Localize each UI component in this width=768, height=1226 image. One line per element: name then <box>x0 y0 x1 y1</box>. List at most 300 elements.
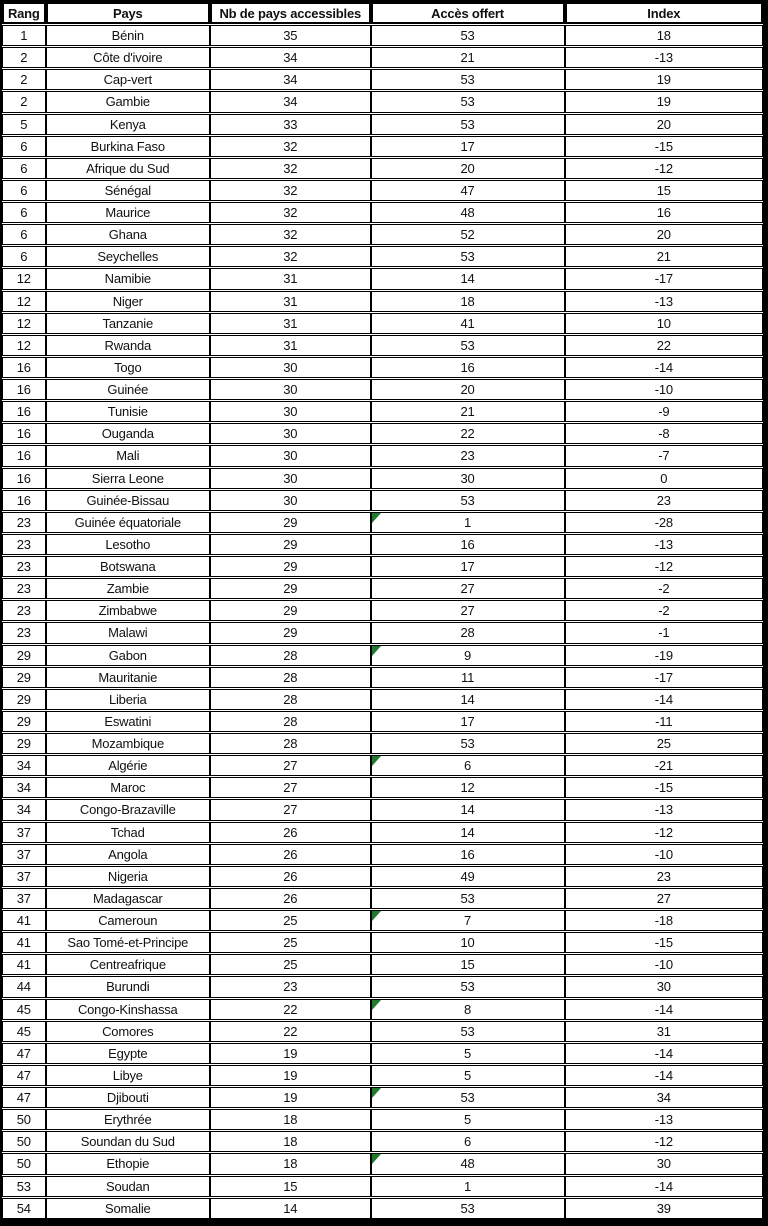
cell-pays[interactable]: Tanzanie <box>46 313 210 334</box>
cell-rang[interactable]: 6 <box>2 224 46 245</box>
cell-nb-pays-accessibles[interactable]: 19 <box>210 1087 371 1108</box>
cell-pays[interactable]: Tchad <box>46 822 210 843</box>
cell-rang[interactable]: 16 <box>2 401 46 422</box>
cell-nb-pays-accessibles[interactable]: 15 <box>210 1176 371 1197</box>
cell-pays[interactable]: Malawi <box>46 622 210 643</box>
country-access-table <box>2 2 763 1219</box>
cell-index[interactable]: -15 <box>565 932 763 953</box>
cell-acces-offert[interactable]: 17 <box>371 136 565 157</box>
cell-pays[interactable]: Comores <box>46 1021 210 1042</box>
cell-nb-pays-accessibles[interactable]: 29 <box>210 600 371 621</box>
table-row <box>2 932 763 953</box>
cell-index[interactable]: 23 <box>565 866 763 887</box>
cell-pays[interactable]: Namibie <box>46 268 210 289</box>
cell-nb-pays-accessibles[interactable]: 31 <box>210 268 371 289</box>
cell-nb-pays-accessibles[interactable]: 33 <box>210 114 371 135</box>
cell-index[interactable]: -12 <box>565 822 763 843</box>
cell-acces-offert[interactable]: 5 <box>371 1109 565 1130</box>
cell-index[interactable]: 10 <box>565 313 763 334</box>
cell-nb-pays-accessibles[interactable]: 22 <box>210 999 371 1020</box>
cell-acces-offert[interactable] <box>371 755 565 776</box>
cell-rang[interactable]: 6 <box>2 246 46 267</box>
cell-index[interactable]: -15 <box>565 777 763 798</box>
cell-index[interactable]: 19 <box>565 69 763 90</box>
cell-pays[interactable]: Zambie <box>46 578 210 599</box>
cell-rang[interactable]: 23 <box>2 512 46 533</box>
cell-acces-offert[interactable]: 53 <box>371 888 565 909</box>
cell-nb-pays-accessibles[interactable]: 22 <box>210 1021 371 1042</box>
cell-nb-pays-accessibles[interactable]: 30 <box>210 468 371 489</box>
cell-pays[interactable]: Lesotho <box>46 534 210 555</box>
cell-rang[interactable]: 1 <box>2 25 46 46</box>
cell-rang[interactable]: 29 <box>2 689 46 710</box>
cell-index[interactable]: -8 <box>565 423 763 444</box>
cell-index[interactable]: 21 <box>565 246 763 267</box>
cell-pays[interactable]: Seychelles <box>46 246 210 267</box>
cell-rang[interactable]: 34 <box>2 777 46 798</box>
cell-acces-offert[interactable]: 52 <box>371 224 565 245</box>
cell-acces-offert[interactable]: 12 <box>371 777 565 798</box>
cell-pays[interactable]: Nigeria <box>46 866 210 887</box>
cell-nb-pays-accessibles[interactable]: 26 <box>210 888 371 909</box>
cell-rang[interactable]: 29 <box>2 733 46 754</box>
cell-rang[interactable]: 23 <box>2 600 46 621</box>
cell-nb-pays-accessibles[interactable]: 29 <box>210 578 371 599</box>
cell-nb-pays-accessibles[interactable]: 34 <box>210 91 371 112</box>
cell-value: 8 <box>464 1001 472 1017</box>
cell-rang[interactable]: 37 <box>2 844 46 865</box>
cell-rang[interactable]: 29 <box>2 667 46 688</box>
cell-value: 48 <box>460 1156 475 1172</box>
cell-index[interactable]: 30 <box>565 1153 763 1174</box>
cell-pays[interactable]: Egypte <box>46 1043 210 1064</box>
cell-acces-offert[interactable] <box>371 999 565 1020</box>
cell-acces-offert[interactable]: 6 <box>371 1131 565 1152</box>
cell-rang[interactable]: 47 <box>2 1043 46 1064</box>
cell-index[interactable]: 15 <box>565 180 763 201</box>
table-row <box>2 91 763 112</box>
cell-pays[interactable]: Sao Tomé-et-Principe <box>46 932 210 953</box>
cell-rang[interactable]: 12 <box>2 268 46 289</box>
cell-index[interactable]: -19 <box>565 645 763 666</box>
cell-index[interactable]: -11 <box>565 711 763 732</box>
cell-index[interactable]: -13 <box>565 1109 763 1130</box>
cell-index[interactable]: -13 <box>565 291 763 312</box>
table-row <box>2 667 763 688</box>
cell-acces-offert[interactable]: 17 <box>371 711 565 732</box>
cell-acces-offert[interactable]: 53 <box>371 733 565 754</box>
cell-rang[interactable]: 2 <box>2 47 46 68</box>
cell-pays[interactable]: Burkina Faso <box>46 136 210 157</box>
cell-pays[interactable]: Rwanda <box>46 335 210 356</box>
cell-index[interactable]: -7 <box>565 445 763 466</box>
cell-nb-pays-accessibles[interactable]: 30 <box>210 379 371 400</box>
cell-nb-pays-accessibles[interactable]: 34 <box>210 47 371 68</box>
cell-nb-pays-accessibles[interactable]: 28 <box>210 689 371 710</box>
cell-nb-pays-accessibles[interactable]: 18 <box>210 1153 371 1174</box>
cell-nb-pays-accessibles[interactable]: 34 <box>210 69 371 90</box>
table-row <box>2 357 763 378</box>
table-row <box>2 999 763 1020</box>
cell-rang[interactable]: 41 <box>2 932 46 953</box>
cell-rang[interactable]: 23 <box>2 556 46 577</box>
cell-pays[interactable]: Djibouti <box>46 1087 210 1108</box>
cell-rang[interactable]: 23 <box>2 578 46 599</box>
cell-nb-pays-accessibles[interactable]: 25 <box>210 954 371 975</box>
cell-pays[interactable]: Ghana <box>46 224 210 245</box>
cell-nb-pays-accessibles[interactable]: 29 <box>210 512 371 533</box>
cell-acces-offert[interactable]: 53 <box>371 114 565 135</box>
cell-nb-pays-accessibles[interactable]: 28 <box>210 711 371 732</box>
cell-rang[interactable]: 37 <box>2 888 46 909</box>
cell-pays[interactable]: Sierra Leone <box>46 468 210 489</box>
cell-pays[interactable]: Maroc <box>46 777 210 798</box>
cell-acces-offert[interactable]: 14 <box>371 268 565 289</box>
table-row <box>2 556 763 577</box>
cell-nb-pays-accessibles[interactable]: 19 <box>210 1065 371 1086</box>
cell-pays[interactable]: Gabon <box>46 645 210 666</box>
cell-index[interactable]: -1 <box>565 622 763 643</box>
cell-index[interactable]: 16 <box>565 202 763 223</box>
cell-index[interactable]: -14 <box>565 357 763 378</box>
cell-acces-offert[interactable]: 1 <box>371 1176 565 1197</box>
cell-acces-offert[interactable] <box>371 1153 565 1174</box>
cell-index[interactable]: -28 <box>565 512 763 533</box>
cell-acces-offert[interactable]: 14 <box>371 822 565 843</box>
cell-index[interactable]: -13 <box>565 534 763 555</box>
cell-rang[interactable]: 23 <box>2 534 46 555</box>
cell-index[interactable]: 31 <box>565 1021 763 1042</box>
cell-index[interactable]: 19 <box>565 91 763 112</box>
table-row <box>2 888 763 909</box>
cell-rang[interactable]: 44 <box>2 976 46 997</box>
table-row <box>2 799 763 820</box>
cell-acces-offert[interactable]: 10 <box>371 932 565 953</box>
cell-acces-offert[interactable]: 22 <box>371 423 565 444</box>
cell-rang[interactable]: 6 <box>2 136 46 157</box>
cell-nb-pays-accessibles[interactable]: 30 <box>210 423 371 444</box>
cell-acces-offert[interactable]: 11 <box>371 667 565 688</box>
cell-value: 1 <box>464 514 472 530</box>
column-header-index[interactable]: Index <box>565 2 763 24</box>
table-row <box>2 180 763 201</box>
cell-acces-offert[interactable]: 53 <box>371 1198 565 1219</box>
cell-note-flag-icon <box>372 646 381 656</box>
cell-acces-offert[interactable]: 47 <box>371 180 565 201</box>
cell-nb-pays-accessibles[interactable]: 28 <box>210 645 371 666</box>
cell-index[interactable]: -12 <box>565 158 763 179</box>
cell-index[interactable]: -17 <box>565 268 763 289</box>
cell-rang[interactable]: 47 <box>2 1087 46 1108</box>
cell-pays[interactable]: Cameroun <box>46 910 210 931</box>
cell-rang[interactable]: 53 <box>2 1176 46 1197</box>
table-body <box>2 25 763 1219</box>
cell-rang[interactable]: 2 <box>2 69 46 90</box>
cell-rang[interactable]: 50 <box>2 1131 46 1152</box>
cell-acces-offert[interactable]: 20 <box>371 158 565 179</box>
cell-pays[interactable]: Cap-vert <box>46 69 210 90</box>
cell-nb-pays-accessibles[interactable]: 31 <box>210 335 371 356</box>
cell-pays[interactable]: Centreafrique <box>46 954 210 975</box>
cell-index[interactable]: 39 <box>565 1198 763 1219</box>
cell-rang[interactable]: 41 <box>2 954 46 975</box>
cell-acces-offert[interactable] <box>371 910 565 931</box>
cell-pays[interactable]: Guinée <box>46 379 210 400</box>
cell-index[interactable]: -14 <box>565 1043 763 1064</box>
cell-acces-offert[interactable]: 53 <box>371 91 565 112</box>
cell-nb-pays-accessibles[interactable]: 30 <box>210 490 371 511</box>
cell-nb-pays-accessibles[interactable]: 31 <box>210 291 371 312</box>
cell-pays[interactable]: Zimbabwe <box>46 600 210 621</box>
cell-nb-pays-accessibles[interactable]: 27 <box>210 755 371 776</box>
cell-index[interactable]: -13 <box>565 47 763 68</box>
cell-acces-offert[interactable]: 53 <box>371 69 565 90</box>
cell-pays[interactable]: Mali <box>46 445 210 466</box>
cell-index[interactable]: -21 <box>565 755 763 776</box>
cell-acces-offert[interactable]: 21 <box>371 47 565 68</box>
cell-acces-offert[interactable]: 53 <box>371 976 565 997</box>
cell-index[interactable]: -18 <box>565 910 763 931</box>
cell-index[interactable]: -12 <box>565 556 763 577</box>
cell-rang[interactable]: 12 <box>2 335 46 356</box>
cell-pays[interactable]: Guinée équatoriale <box>46 512 210 533</box>
cell-rang[interactable]: 50 <box>2 1109 46 1130</box>
cell-acces-offert[interactable]: 5 <box>371 1043 565 1064</box>
cell-pays[interactable]: Erythrée <box>46 1109 210 1130</box>
cell-acces-offert[interactable]: 41 <box>371 313 565 334</box>
cell-acces-offert[interactable] <box>371 645 565 666</box>
cell-index[interactable]: -10 <box>565 954 763 975</box>
cell-acces-offert[interactable]: 16 <box>371 534 565 555</box>
cell-index[interactable]: -15 <box>565 136 763 157</box>
cell-nb-pays-accessibles[interactable]: 35 <box>210 25 371 46</box>
cell-acces-offert[interactable]: 18 <box>371 291 565 312</box>
cell-pays[interactable]: Bénin <box>46 25 210 46</box>
cell-acces-offert[interactable]: 53 <box>371 25 565 46</box>
table-row <box>2 1198 763 1219</box>
cell-acces-offert[interactable]: 27 <box>371 578 565 599</box>
cell-rang[interactable]: 23 <box>2 622 46 643</box>
cell-acces-offert[interactable]: 28 <box>371 622 565 643</box>
table-row <box>2 711 763 732</box>
cell-rang[interactable]: 12 <box>2 313 46 334</box>
cell-acces-offert[interactable]: 48 <box>371 202 565 223</box>
cell-rang[interactable]: 45 <box>2 999 46 1020</box>
table-header-row <box>2 2 763 24</box>
cell-nb-pays-accessibles[interactable]: 19 <box>210 1043 371 1064</box>
cell-index[interactable]: -17 <box>565 667 763 688</box>
cell-pays[interactable]: Burundi <box>46 976 210 997</box>
cell-acces-offert[interactable]: 16 <box>371 357 565 378</box>
cell-nb-pays-accessibles[interactable]: 29 <box>210 622 371 643</box>
cell-pays[interactable]: Libye <box>46 1065 210 1086</box>
cell-acces-offert[interactable]: 53 <box>371 490 565 511</box>
cell-rang[interactable]: 29 <box>2 711 46 732</box>
cell-nb-pays-accessibles[interactable]: 29 <box>210 556 371 577</box>
cell-index[interactable]: -10 <box>565 379 763 400</box>
cell-index[interactable]: 25 <box>565 733 763 754</box>
cell-rang[interactable]: 6 <box>2 202 46 223</box>
cell-index[interactable]: 18 <box>565 25 763 46</box>
cell-rang[interactable]: 41 <box>2 910 46 931</box>
cell-rang[interactable]: 37 <box>2 822 46 843</box>
cell-pays[interactable]: Sénégal <box>46 180 210 201</box>
cell-rang[interactable]: 5 <box>2 114 46 135</box>
cell-pays[interactable]: Afrique du Sud <box>46 158 210 179</box>
cell-rang[interactable]: 6 <box>2 180 46 201</box>
cell-acces-offert[interactable]: 15 <box>371 954 565 975</box>
cell-rang[interactable]: 50 <box>2 1153 46 1174</box>
cell-pays[interactable]: Botswana <box>46 556 210 577</box>
cell-rang[interactable]: 16 <box>2 357 46 378</box>
cell-pays[interactable]: Côte d'ivoire <box>46 47 210 68</box>
cell-index[interactable]: -2 <box>565 578 763 599</box>
cell-index[interactable]: -9 <box>565 401 763 422</box>
cell-index[interactable]: -14 <box>565 1065 763 1086</box>
cell-index[interactable]: 23 <box>565 490 763 511</box>
cell-nb-pays-accessibles[interactable]: 18 <box>210 1109 371 1130</box>
cell-index[interactable]: 0 <box>565 468 763 489</box>
cell-nb-pays-accessibles[interactable]: 26 <box>210 844 371 865</box>
cell-nb-pays-accessibles[interactable]: 30 <box>210 357 371 378</box>
cell-nb-pays-accessibles[interactable]: 30 <box>210 445 371 466</box>
cell-pays[interactable]: Soudan <box>46 1176 210 1197</box>
cell-acces-offert[interactable]: 27 <box>371 600 565 621</box>
cell-rang[interactable]: 12 <box>2 291 46 312</box>
cell-acces-offert[interactable]: 14 <box>371 799 565 820</box>
cell-index[interactable]: 20 <box>565 114 763 135</box>
cell-index[interactable]: -14 <box>565 689 763 710</box>
cell-pays[interactable]: Angola <box>46 844 210 865</box>
cell-nb-pays-accessibles[interactable]: 32 <box>210 202 371 223</box>
cell-acces-offert[interactable]: 16 <box>371 844 565 865</box>
cell-rang[interactable]: 16 <box>2 423 46 444</box>
cell-nb-pays-accessibles[interactable]: 29 <box>210 534 371 555</box>
cell-index[interactable]: 22 <box>565 335 763 356</box>
cell-index[interactable]: 30 <box>565 976 763 997</box>
cell-nb-pays-accessibles[interactable]: 25 <box>210 932 371 953</box>
cell-pays[interactable]: Guinée-Bissau <box>46 490 210 511</box>
cell-nb-pays-accessibles[interactable]: 14 <box>210 1198 371 1219</box>
cell-index[interactable]: -12 <box>565 1131 763 1152</box>
cell-pays[interactable]: Ouganda <box>46 423 210 444</box>
cell-index[interactable]: -13 <box>565 799 763 820</box>
cell-acces-offert[interactable]: 49 <box>371 866 565 887</box>
cell-nb-pays-accessibles[interactable]: 18 <box>210 1131 371 1152</box>
cell-acces-offert[interactable]: 30 <box>371 468 565 489</box>
cell-nb-pays-accessibles[interactable]: 23 <box>210 976 371 997</box>
cell-pays[interactable]: Mauritanie <box>46 667 210 688</box>
cell-pays[interactable]: Togo <box>46 357 210 378</box>
cell-acces-offert[interactable] <box>371 512 565 533</box>
cell-acces-offert[interactable]: 14 <box>371 689 565 710</box>
cell-pays[interactable]: Niger <box>46 291 210 312</box>
cell-pays[interactable]: Maurice <box>46 202 210 223</box>
cell-rang[interactable]: 37 <box>2 866 46 887</box>
cell-pays[interactable]: Congo-Brazaville <box>46 799 210 820</box>
table-row <box>2 622 763 643</box>
cell-index[interactable]: 20 <box>565 224 763 245</box>
cell-nb-pays-accessibles[interactable]: 32 <box>210 158 371 179</box>
cell-pays[interactable]: Ethopie <box>46 1153 210 1174</box>
cell-pays[interactable]: Algérie <box>46 755 210 776</box>
cell-index[interactable]: -2 <box>565 600 763 621</box>
column-header-pays[interactable]: Pays <box>46 2 210 24</box>
cell-rang[interactable]: 34 <box>2 799 46 820</box>
cell-rang[interactable]: 16 <box>2 445 46 466</box>
cell-pays[interactable]: Kenya <box>46 114 210 135</box>
cell-rang[interactable]: 16 <box>2 490 46 511</box>
cell-acces-offert[interactable] <box>371 1087 565 1108</box>
cell-pays[interactable]: Mozambique <box>46 733 210 754</box>
cell-nb-pays-accessibles[interactable]: 28 <box>210 667 371 688</box>
cell-acces-offert[interactable]: 53 <box>371 246 565 267</box>
cell-acces-offert[interactable]: 21 <box>371 401 565 422</box>
cell-rang[interactable]: 34 <box>2 755 46 776</box>
column-header-nb-pays-accessibles[interactable]: Nb de pays accessibles <box>210 2 371 24</box>
column-header-rang[interactable]: Rang <box>2 2 46 24</box>
cell-acces-offert[interactable]: 17 <box>371 556 565 577</box>
cell-rang[interactable]: 47 <box>2 1065 46 1086</box>
cell-acces-offert[interactable]: 23 <box>371 445 565 466</box>
column-header-acces-offert[interactable]: Accès offert <box>371 2 565 24</box>
cell-index[interactable]: -10 <box>565 844 763 865</box>
cell-rang[interactable]: 6 <box>2 158 46 179</box>
cell-pays[interactable]: Liberia <box>46 689 210 710</box>
cell-rang[interactable]: 16 <box>2 379 46 400</box>
cell-rang[interactable]: 54 <box>2 1198 46 1219</box>
cell-index[interactable]: 34 <box>565 1087 763 1108</box>
cell-pays[interactable]: Madagascar <box>46 888 210 909</box>
cell-pays[interactable]: Eswatini <box>46 711 210 732</box>
cell-nb-pays-accessibles[interactable]: 28 <box>210 733 371 754</box>
cell-nb-pays-accessibles[interactable]: 32 <box>210 180 371 201</box>
cell-pays[interactable]: Soundan du Sud <box>46 1131 210 1152</box>
cell-note-flag-icon <box>372 513 381 523</box>
cell-nb-pays-accessibles[interactable]: 26 <box>210 866 371 887</box>
cell-note-flag-icon <box>372 756 381 766</box>
cell-pays[interactable]: Gambie <box>46 91 210 112</box>
cell-nb-pays-accessibles[interactable]: 31 <box>210 313 371 334</box>
cell-nb-pays-accessibles[interactable]: 30 <box>210 401 371 422</box>
cell-rang[interactable]: 45 <box>2 1021 46 1042</box>
cell-pays[interactable]: Somalie <box>46 1198 210 1219</box>
cell-nb-pays-accessibles[interactable]: 26 <box>210 822 371 843</box>
table-row <box>2 689 763 710</box>
cell-pays[interactable]: Tunisie <box>46 401 210 422</box>
cell-index[interactable]: -14 <box>565 1176 763 1197</box>
cell-rang[interactable]: 29 <box>2 645 46 666</box>
cell-pays[interactable]: Congo-Kinshassa <box>46 999 210 1020</box>
cell-value: 9 <box>464 647 472 663</box>
cell-nb-pays-accessibles[interactable]: 27 <box>210 777 371 798</box>
cell-index[interactable]: 27 <box>565 888 763 909</box>
cell-acces-offert[interactable]: 53 <box>371 335 565 356</box>
cell-acces-offert[interactable]: 53 <box>371 1021 565 1042</box>
cell-acces-offert[interactable]: 5 <box>371 1065 565 1086</box>
cell-nb-pays-accessibles[interactable]: 32 <box>210 224 371 245</box>
table-row <box>2 1109 763 1130</box>
table-row <box>2 401 763 422</box>
cell-nb-pays-accessibles[interactable]: 32 <box>210 136 371 157</box>
cell-nb-pays-accessibles[interactable]: 32 <box>210 246 371 267</box>
cell-rang[interactable]: 2 <box>2 91 46 112</box>
cell-index[interactable]: -14 <box>565 999 763 1020</box>
cell-nb-pays-accessibles[interactable]: 25 <box>210 910 371 931</box>
cell-acces-offert[interactable]: 20 <box>371 379 565 400</box>
cell-rang[interactable]: 16 <box>2 468 46 489</box>
cell-nb-pays-accessibles[interactable]: 27 <box>210 799 371 820</box>
